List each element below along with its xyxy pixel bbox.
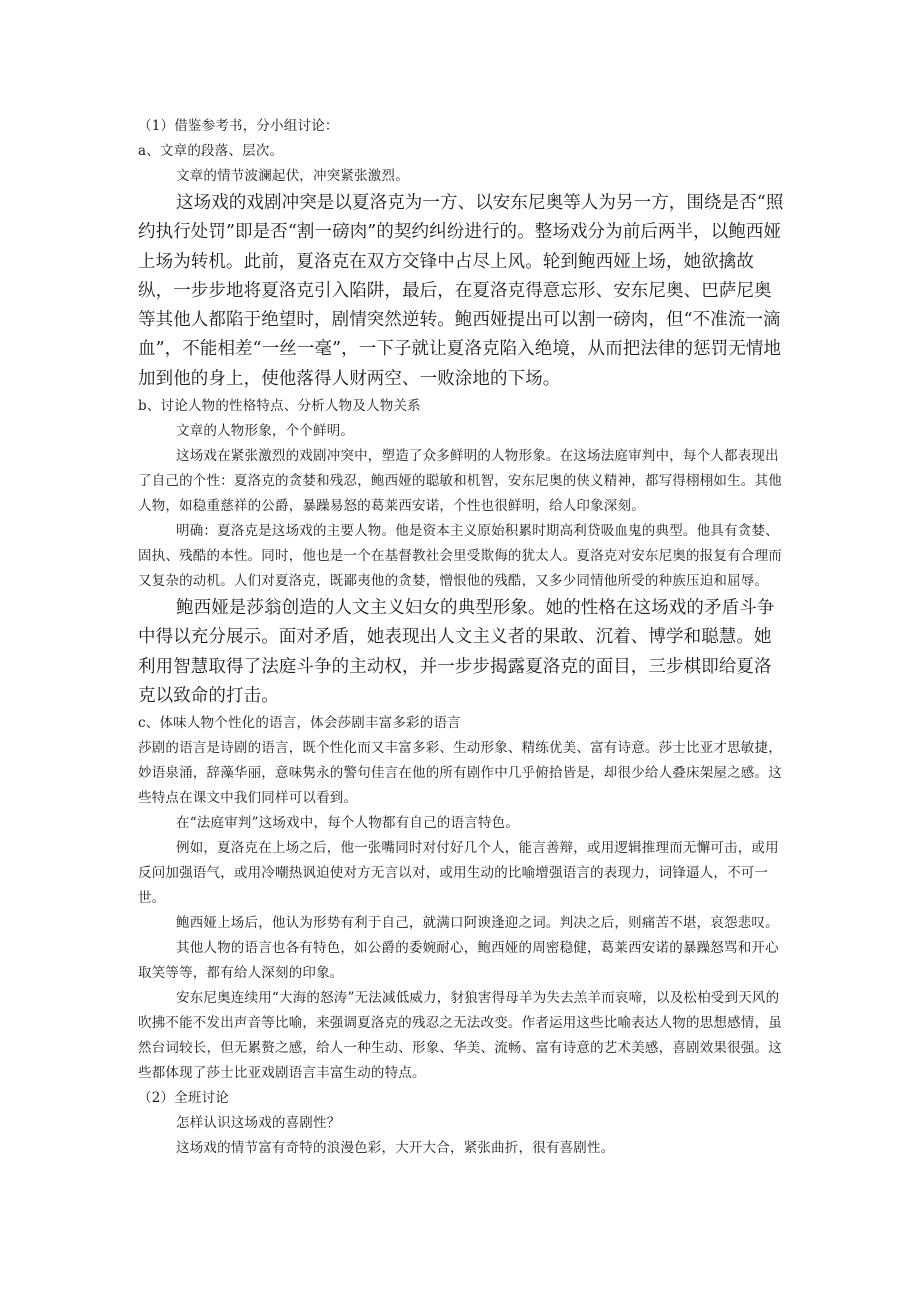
paragraph-large: 鲍西娅是莎翁创造的人文主义妇女的典型形象。她的性格在这场戏的矛盾斗争中得以充分展示。面对矛盾，她表现出人文主义者的果敢、沉着、博学和聪慧。她利用智慧取得了法庭斗争的主动权，并一步步揭露夏洛克的面目，三步棋即给夏洛克以致命的打击。: [138, 598, 775, 706]
subheading-b: b、讨论人物的性格特点、分析人物及人物关系: [138, 398, 421, 415]
paragraph: 其他人物的语言也各有特色，如公爵的委婉耐心，鲍西娅的周密稳健，葛莱西安诺的暴躁怒骂和开心取笑等等，都有给人深刻的印象。: [138, 940, 779, 982]
paragraph: 文章的人物形象，个个鲜明。: [176, 423, 355, 440]
paragraph: 鲍西娅上场后，他认为形势有利于自己，就满口阿谀逢迎之词。判决之后，则痛苦不堪，哀怨悲叹。: [176, 915, 779, 932]
section-heading-2: （2）全班讨论: [138, 1090, 229, 1107]
paragraph: 在“法庭审判”这场戏中，每个人物都有自己的语言特色。: [176, 815, 520, 832]
paragraph-large: 这场戏的戏剧冲突是以夏洛克为一方、以安东尼奥等人为另一方，围绕是否“照约执行处罚”即是否“割一磅肉”的契约纠纷进行的。整场戏分为前后两半，以鲍西娅上场为转机。此前，夏洛克在双方交锋中占尽上风。轮到鲍西娅上场，她欲擒故纵，一步步地将夏洛克引入陷阱，最后，在夏洛克得意忘形、安东尼奥、巴萨尼奥等其他人都陷于绝望时，剧情突然逆转。鲍西娅提出可以割一磅肉，但“不准流一滴血”，不能相差“一丝一毫”，一下子就让夏洛克陷入绝境，从而把法律的惩罚无情地加到他的身上，使他落得人财两空、一败涂地的下场。: [138, 193, 784, 389]
document-body: [138, 114, 784, 1161]
paragraph: 这场戏的情节富有奇特的浪漫色彩，大开大合，紧张曲折，很有喜剧性。: [176, 1140, 615, 1157]
paragraph: 文章的情节波澜起伏，冲突紧张激烈。: [176, 168, 409, 184]
subheading-c: c、体味人物个性化的语言，体会莎剧丰富多彩的语言: [138, 715, 461, 732]
paragraph: 例如，夏洛克在上场之后，他一张嘴同时对付好几个人，能言善辩，或用逻辑推理而无懈可击，或用反问加强语气，或用冷嘲热讽迫使对方无言以对，或用生动的比喻增强语言的表现力，词锋逼人，不可一世。: [138, 840, 779, 907]
paragraph: 安东尼奥连续用“大海的怒涛”无法减低威力，豺狼害得母羊为失去羔羊而哀啼，以及松柏受到天风的吹拂不能不发出声音等比喻，来强调夏洛克的残忍之无法改变。作者运用这些比喻表达人物的思想感情，虽然台词较长，但无累赘之感，给人一种生动、形象、华美、流畅、富有诗意的艺术美感，喜剧效果很强。这些都体现了莎士比亚戏剧语言丰富生动的特点。: [138, 990, 782, 1082]
paragraph: 怎样认识这场戏的喜剧性？: [176, 1115, 341, 1132]
paragraph: 这场戏在紧张激烈的戏剧冲突中，塑造了众多鲜明的人物形象。在这场法庭审判中，每个人都表现出了自己的个性：夏洛克的贪婪和残忍，鲍西娅的聪敏和机智，安东尼奥的侠义精神，都写得栩栩如生。其他人物，如稳重慈祥的公爵，暴躁易怒的葛莱西安诺，个性也很鲜明，给人印象深刻。: [138, 448, 782, 515]
paragraph: 明确：夏洛克是这场戏的主要人物。他是资本主义原始积累时期高利贷吸血鬼的典型。他具有贪婪、固执、残酷的本性。同时，他也是一个在基督教社会里受欺侮的犹太人。夏洛克对安东尼奥的报复有合理而又复杂的动机。人们对夏洛克，既鄙夷他的贪婪，憎恨他的残酷，又多少同情他所受的种族压迫和屈辱。: [138, 523, 782, 590]
section-heading-1: （1）借鉴参考书，分小组讨论：: [138, 118, 339, 134]
subheading-a: a、文章的段落、层次。: [138, 143, 284, 159]
paragraph: 莎剧的语言是诗剧的语言，既个性化而又丰富多彩、生动形象、精练优美、富有诗意。莎士比亚才思敏捷，妙语泉涌，辞藻华丽，意味隽永的警句佳言在他的所有剧作中几乎俯拾皆是，却很少给人叠床架屋之感。这些特点在课文中我们同样可以看到。: [138, 740, 782, 807]
